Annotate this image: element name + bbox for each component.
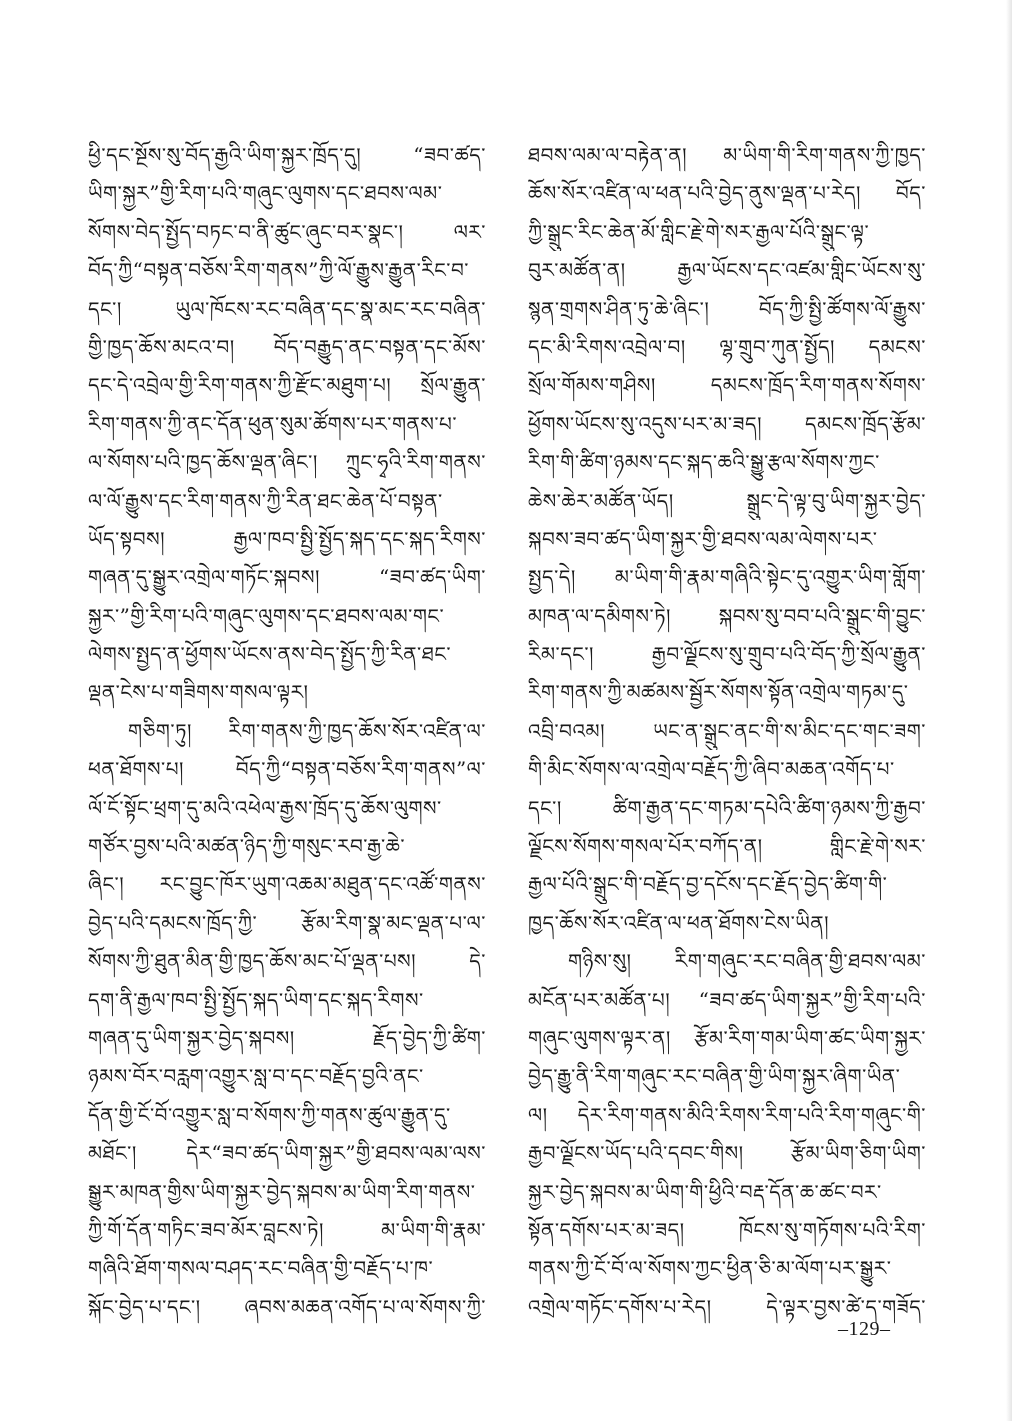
text-line: ཆོས་སོར་འཛིན་ལ་ཕན་པའི་བྱེད་ནུས་ལྡན་པ་རེད། བོད་ xyxy=(528,181,926,206)
text-line: ཕན་ཐོགས་པ། བོད་ཀྱི“བསྟན་བཅོས་རིག་གནས”ལ་ xyxy=(88,757,486,782)
text-line: གྱི་ཁྱད་ཆོས་མངའ་བ། བོད་བརྒྱུད་ནང་བསྟན་དང་མོས་ xyxy=(88,334,486,359)
text-line: ཞིང་། རང་བྱུང་ཁོར་ཡུག་འཆམ་མཐུན་དང་འཚོ་གནས་ xyxy=(88,872,486,897)
text-line: དང་མི་རིགས་འབྲེལ་བ། ལྷ་གྲུབ་ཀུན་སྤྱོད། དམངས་ xyxy=(528,334,926,359)
text-line: བུར་མཚོན་ན། རྒྱལ་ཡོངས་དང་འཛམ་གླིང་ཡོངས་སུ་ xyxy=(528,258,926,283)
text-line: ཀྱི་གོ་དོན་གཏིང་ཟབ་མོར་བླངས་ཏེ། མ་ཡིག་གི་རྣམ་ xyxy=(88,1217,486,1242)
text-line: སྒྱུར་མཁན་གྱིས་ཡིག་སྐྱར་བྱེད་སྐབས་མ་ཡིག་རིག་གནས་ xyxy=(88,1179,476,1204)
text-line: གི་མིང་སོགས་ལ་འགྲེལ་བརྗོད་ཀྱི་ཞིབ་མཆན་འགོད་པ་ xyxy=(528,757,895,782)
text-line: གཞན་དུ་སྒྱུར་འགྲེལ་གཏོང་སྐབས། “ཟབ་ཚད་ཡིག་ xyxy=(88,565,486,590)
text-line: སྐོང་བྱེད་པ་དང་། ཞབས་མཆན་འགོད་པ་ལ་སོགས་ཀྱི་ xyxy=(88,1294,486,1319)
text-line: མཐོང་། དེར“ཟབ་ཚད་ཡིག་སྐྱར”གྱི་ཐབས་ལམ་ལས་ xyxy=(88,1141,486,1166)
text-line: བོད་ཀྱི“བསྟན་བཅོས་རིག་གནས”ཀྱི་ལོ་རྒྱུས་རྒྱུན་རིང་བ་ xyxy=(88,258,470,283)
text-line: རྒྱལ་པོའི་སྒྲུང་གི་བརྗོད་བྱ་དངོས་དང་རྗོད་བྱེད་ཚིག་གི་ xyxy=(528,872,888,897)
text-line: ཡིག་སྐྱར”གྱི་རིག་པའི་གཞུང་ལུགས་དང་ཐབས་ལམ་ xyxy=(88,181,443,206)
text-line: ལྡན་ངེས་པ་གཟིགས་གསལ་ལྟར། xyxy=(88,680,309,705)
text-line: སྲོལ་གོམས་གཤིས། དམངས་ཁྲོད་རིག་གནས་སོགས་ xyxy=(528,373,926,398)
text-line: ཕྱོགས་ཡོངས་སུ་འདུས་པར་མ་ཟད། དམངས་ཁྲོད་རྩོམ་ xyxy=(528,411,926,436)
text-line: མཁན་ལ་དམིགས་ཏེ། སྐབས་སུ་བབ་པའི་སྒྲུང་གི་བྱུང་ xyxy=(528,603,926,628)
text-line: འབྲི་བའམ། ཡང་ན་སྒྲུང་ནང་གི་ས་མིང་དང་གང་ཟག་ xyxy=(528,718,926,743)
text-line: གཞན་དུ་ཡིག་སྐྱར་བྱེད་སྐབས། རྗོད་བྱེད་ཀྱི་ཚིག་ xyxy=(88,1025,486,1050)
text-line: གནས་ཀྱི་ངོ་བོ་ལ་སོགས་ཀྱང་ཕྱིན་ཅི་མ་ལོག་པར་སྒྱུར་ xyxy=(528,1256,892,1281)
text-line: སྙན་གྲགས་ཤིན་ཏུ་ཆེ་ཞིང་། བོད་ཀྱི་སྤྱི་ཚོགས་ལོ་རྒྱུས་ xyxy=(528,296,926,321)
text-line: ལྗོངས་སོགས་གསལ་པོར་བཀོད་ན། གླིང་རྗེ་གེ་སར་ xyxy=(528,834,926,859)
text-line: བྱེད་རྒྱུ་ནི་རིག་གཞུང་རང་བཞིན་གྱི་ཡིག་སྐྱར་ཞིག་ཡིན་ xyxy=(528,1064,901,1089)
text-line: ཉམས་བོར་བརླག་འགྱུར་སླ་བ་དང་བརྗོད་བྱའི་ནང་ xyxy=(88,1064,424,1089)
text-line: མངོན་པར་མཚོན་པ། “ཟབ་ཚད་ཡིག་སྐྱར”གྱི་རིག་པའི་ xyxy=(528,987,926,1012)
text-line: རྒྱབ་ལྗོངས་ཡོད་པའི་དབང་གིས། རྩོམ་ཡིག་ཅིག་ཡིག་ xyxy=(528,1141,926,1166)
text-line: དང་། ཚིག་རྒྱན་དང་གཏམ་དཔེའི་ཚིག་ཉམས་ཀྱི་རྒྱབ་ xyxy=(528,795,926,820)
page-edge-shadow xyxy=(1006,0,1012,1421)
text-line: འགྲེལ་གཏོང་དགོས་པ་རེད། དེ་ལྟར་བྱས་ཚེ་ད་གཟོད་ xyxy=(528,1294,926,1319)
text-line: ལ་ལོ་རྒྱུས་དང་རིག་གནས་ཀྱི་རིན་ཐང་ཆེན་པོ་བསྟན་ xyxy=(88,488,443,513)
text-line: སྐྱར་”གྱི་རིག་པའི་གཞུང་ལུགས་དང་ཐབས་ལམ་གང་ xyxy=(88,603,445,628)
text-line: ཕྱི་དང་སྔོས་སུ་བོད་རྒྱའི་ཡིག་སྐྱར་ཁྲོད་དུ། “ཟབ་ཚད་ xyxy=(88,143,486,167)
text-line: རིག་གནས་ཀྱི་ནང་དོན་ཕུན་སུམ་ཚོགས་པར་གནས་པ་ xyxy=(88,411,458,436)
text-line: ཐབས་ལམ་ལ་བརྟེན་ན། མ་ཡིག་གི་རིག་གནས་ཀྱི་ཁྱད་ xyxy=(528,143,926,167)
text-line: སྐབས་ཟབ་ཚད་ཡིག་སྐྱར་གྱི་ཐབས་ལམ་ལེགས་པར་ xyxy=(528,526,878,551)
left-text-column xyxy=(88,136,486,1326)
text-line: གཅིག་ཏུ། རིག་གནས་ཀྱི་ཁྱད་ཆོས་སོར་འཛིན་ལ་ xyxy=(128,718,486,743)
text-line: ལོ་ངོ་སྟོང་ཕྲག་དུ་མའི་འཕེལ་རྒྱས་ཁྲོད་དུ་ཆོས་ལུགས་ xyxy=(88,795,442,820)
text-line: རིམ་དང་། རྒྱབ་ལྗོངས་སུ་གྲུབ་པའི་བོད་ཀྱི་སྲོལ་རྒྱུན་ xyxy=(528,642,926,667)
text-line: རིག་གི་ཚིག་ཉམས་དང་སྐད་ཆའི་སྒྱུ་རྩལ་སོགས་ཀྱང་ xyxy=(528,450,880,475)
text-line: གཞིའི་ཐོག་གསལ་བཤད་རང་བཞིན་གྱི་བརྗོད་པ་ཁ་ xyxy=(88,1256,434,1281)
text-line: གཞུང་ལུགས་ལྟར་ན། རྩོམ་རིག་གམ་ཡིག་ཚང་ཡིག་སྐྱར་ xyxy=(528,1025,926,1050)
text-line: དོན་གྱི་ངོ་བོ་འགྱུར་སླ་བ་སོགས་ཀྱི་གནས་ཚུལ་རྒྱུན་དུ་ xyxy=(88,1102,451,1127)
text-line: ལ་སོགས་པའི་ཁྱད་ཆོས་ལྡན་ཞིང་། ཀྲུང་ཧྭའི་རིག་གནས་ xyxy=(88,450,486,475)
text-line: དང་། ཡུལ་ཁོངས་རང་བཞིན་དང་སྣ་མང་རང་བཞིན་ xyxy=(88,296,486,321)
text-line: དང་དེ་འབྲེལ་གྱི་རིག་གནས་ཀྱི་རྫོང་མཐུག་པ། སྲོལ་རྒྱུན་ xyxy=(88,373,486,398)
text-line: ལེགས་སྤྱད་ན་ཕྱོགས་ཡོངས་ནས་བེད་སྤྱོད་ཀྱི་རིན་ཐང་ xyxy=(88,642,452,667)
text-line: གཉིས་སུ། རིག་གཞུང་རང་བཞིན་གྱི་ཐབས་ལམ་ xyxy=(568,949,926,974)
text-line: ཁྱད་ཆོས་སོར་འཛིན་ལ་ཕན་ཐོགས་ངེས་ཡིན། xyxy=(528,910,830,935)
text-line: སོགས་བེད་སྤྱོད་བཏང་བ་ནི་ཚུང་ཞུང་བར་སྣང་། ལར་ xyxy=(88,219,486,244)
text-line: རིག་གནས་ཀྱི་མཚམས་སྦྱོར་སོགས་སྟོན་འགྲེལ་གཏམ་དུ་ xyxy=(528,680,909,705)
text-line: སོགས་ཀྱི་ཐུན་མིན་གྱི་ཁྱད་ཆོས་མང་པོ་ལྡན་པས། དེ་ xyxy=(88,949,486,974)
text-line: དག་ནི་རྒྱལ་ཁབ་སྤྱི་སྤྱོད་སྐད་ཡིག་དང་སྐད་རིགས་ xyxy=(88,987,424,1012)
text-line: ཆེས་ཆེར་མཚོན་ཡོད། སྒྲུང་དེ་ལྟ་བུ་ཡིག་སྐྱར་བྱེད་ xyxy=(528,488,926,513)
text-line: ཡོད་སྟབས། རྒྱལ་ཁབ་སྤྱི་སྤྱོད་སྐད་དང་སྐད་རིགས་ xyxy=(88,526,486,551)
text-line: བྱེད་པའི་དམངས་ཁྲོད་ཀྱི་ རྩོམ་རིག་སྣ་མང་ལྡན་པ་ལ་ xyxy=(88,910,486,935)
text-line: སྟོན་དགོས་པར་མ་ཟད། ཁོངས་སུ་གཏོགས་པའི་རིག་ xyxy=(528,1217,926,1242)
text-line: སྤྱད་དེ། མ་ཡིག་གི་རྣམ་གཞིའི་སྟེང་དུ་འགྱུར་ཡིག་གློག་ xyxy=(528,565,926,590)
text-line: གཙོར་བྱས་པའི་མཚན་ཉིད་ཀྱི་གསུང་རབ་རྒྱ་ཆེ་ xyxy=(88,834,406,859)
text-line: ལ། དེར་རིག་གནས་མིའི་རིགས་རིག་པའི་རིག་གཞུང་གི་ xyxy=(528,1102,926,1127)
text-line: སྐྱར་བྱེད་སྐབས་མ་ཡིག་གི་ཕྱིའི་བརྡ་དོན་ཆ་ཚང་བར་ xyxy=(528,1179,882,1204)
page-number: –129– xyxy=(838,1318,891,1340)
text-line: ཀྱི་སྒྲུང་རིང་ཆེན་མོ་གླིང་རྗེ་གེ་སར་རྒྱལ་པོའི་སྒྲུང་ལྟ་ xyxy=(528,219,870,244)
right-text-column xyxy=(528,136,926,1326)
